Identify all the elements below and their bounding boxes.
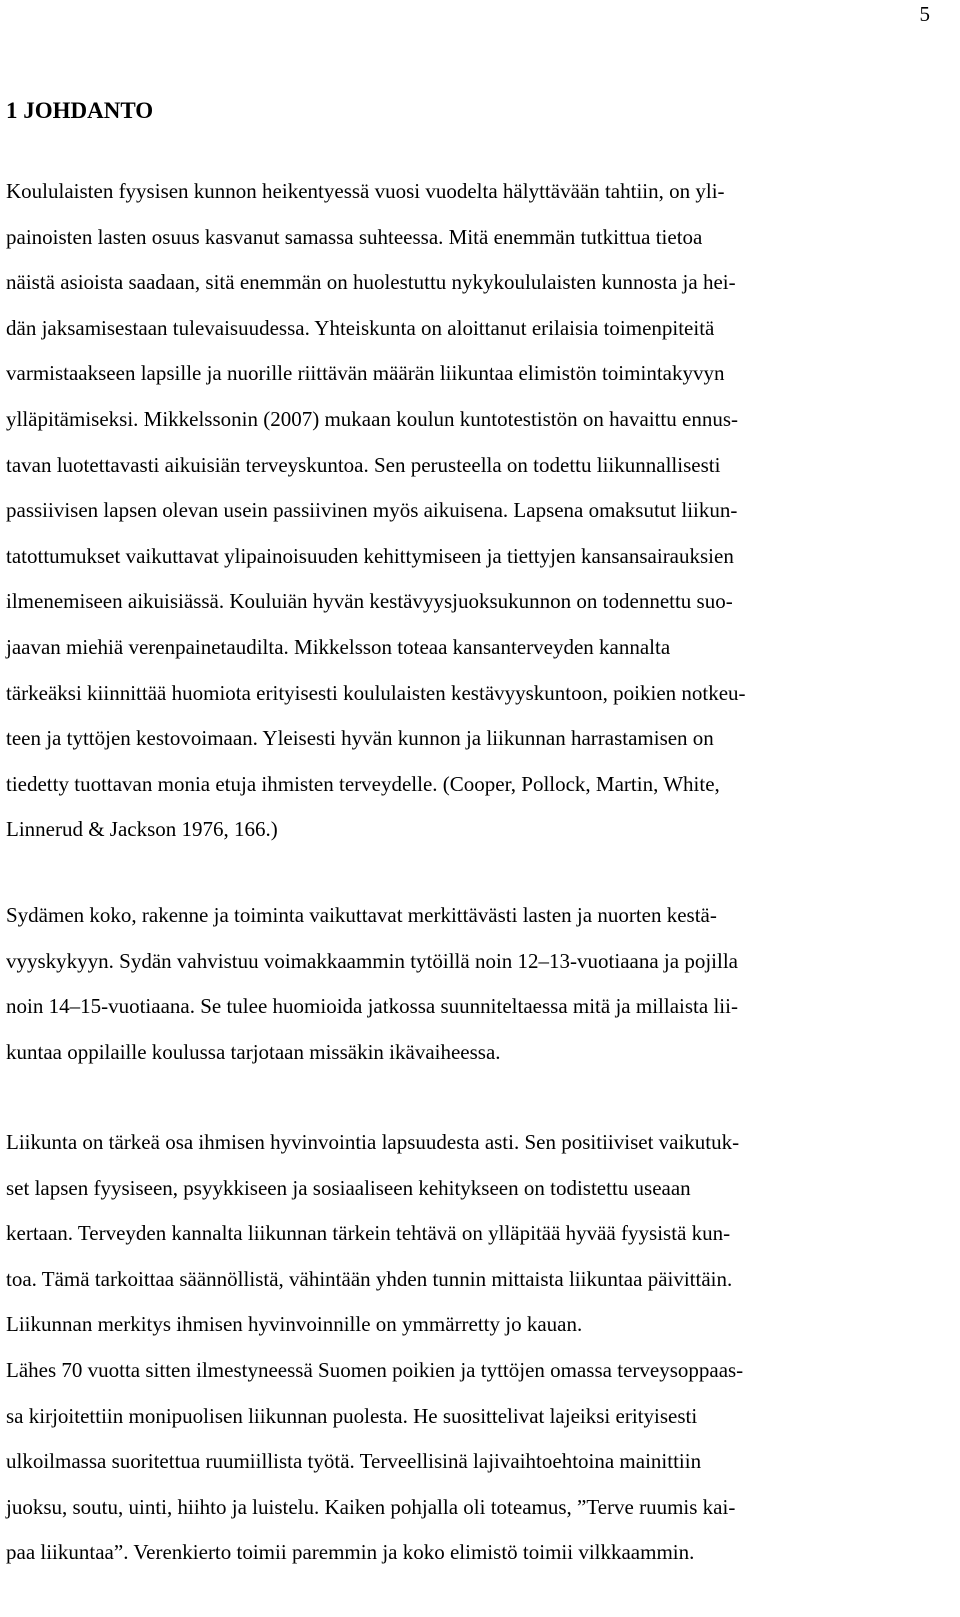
text-line: Liikunta on tärkeä osa ihmisen hyvinvointia lapsuudesta asti. Sen positiiviset vaikutuk- xyxy=(6,1130,740,1154)
text-line: varmistaakseen lapsille ja nuorille riittävän määrän liikuntaa elimistön toimintakyvyn xyxy=(6,361,725,386)
text-line: ylläpitämiseksi. Mikkelssonin (2007) mukaan koulun kuntotestistön on havaittu ennus- xyxy=(6,406,739,431)
text-line: noin 14–15-vuotiaana. Se tulee huomioida jatkossa suunniteltaessa mitä ja millaista lii- xyxy=(6,994,738,1019)
paragraph-2 xyxy=(6,893,738,1075)
text-line: ulkoilmassa suoritettua ruumiillista työtä. Terveellisinä lajivaihtoehtoina mainittiin xyxy=(6,1449,702,1474)
text-line: Koululaisten fyysisen kunnon heikentyessä vuosi vuodelta hälyttävään tahtiin, on yli- xyxy=(6,179,725,203)
text-line: passiivisen lapsen olevan usein passiivinen myös aikuisena. Lapsena omaksutut liikun- xyxy=(6,498,738,523)
text-line: tiedetty tuottavan monia etuja ihmisten terveydelle. (Cooper, Pollock, Martin, White, xyxy=(6,771,720,796)
text-line: ilmenemiseen aikuisiässä. Kouluiän hyvän kestävyysjuoksukunnon on todennettu suo- xyxy=(6,589,733,614)
text-line: kuntaa oppilaille koulussa tarjotaan missäkin ikävaiheessa. xyxy=(6,1039,501,1064)
section-heading: 1 JOHDANTO xyxy=(6,98,154,123)
page-number: 5 xyxy=(919,2,930,26)
text-line: Sydämen koko, rakenne ja toiminta vaikuttavat merkittävästi lasten ja nuorten kestä- xyxy=(6,903,717,927)
text-line: Linnerud & Jackson 1976, 166.) xyxy=(6,817,278,842)
text-line: toa. Tämä tarkoittaa säännöllistä, vähintään yhden tunnin mittaista liikuntaa päivittäin. xyxy=(6,1266,733,1291)
text-line: tavan luotettavasti aikuisiän terveyskuntoa. Sen perusteella on todettu liikunnallisesti xyxy=(6,452,721,477)
text-line: Liikunnan merkitys ihmisen hyvinvoinnille on ymmärretty jo kauan. xyxy=(6,1312,583,1337)
text-line: paa liikuntaa”. Verenkierto toimii paremmin ja koko elimistö toimii vilkkaammin. xyxy=(6,1540,695,1565)
text-line: näistä asioista saadaan, sitä enemmän on huolestuttu nykykoululaisten kunnosta ja hei- xyxy=(6,270,736,295)
text-line: vyyskykyyn. Sydän vahvistuu voimakkaammin tytöillä noin 12–13-vuotiaana ja pojilla xyxy=(6,948,738,973)
paragraph-3 xyxy=(6,1120,743,1576)
text-line: juoksu, soutu, uinti, hiihto ja luistelu. Kaiken pohjalla oli toteamus, ”Terve ruumis kai- xyxy=(6,1494,736,1519)
paragraph-1 xyxy=(6,169,746,853)
text-line: Lähes 70 vuotta sitten ilmestyneessä Suomen poikien ja tyttöjen omassa terveysoppaas- xyxy=(6,1357,744,1382)
text-line: sa kirjoitettiin monipuolisen liikunnan puolesta. He suosittelivat lajeiksi erityisesti xyxy=(6,1403,698,1428)
text-line: dän jaksamisestaan tulevaisuudessa. Yhteiskunta on aloittanut erilaisia toimenpiteitä xyxy=(6,315,715,340)
text-line: jaavan miehiä verenpainetaudilta. Mikkelsson toteaa kansanterveyden kannalta xyxy=(6,634,671,659)
text-line: set lapsen fyysiseen, psyykkiseen ja sosiaaliseen kehitykseen on todistettu useaan xyxy=(6,1175,691,1200)
text-line: tatottumukset vaikuttavat ylipainoisuuden kehittymiseen ja tiettyjen kansansairauksien xyxy=(6,543,734,568)
text-line: teen ja tyttöjen kestovoimaan. Yleisesti hyvän kunnon ja liikunnan harrastamisen on xyxy=(6,726,714,751)
text-line: painoisten lasten osuus kasvanut samassa suhteessa. Mitä enemmän tutkittua tietoa xyxy=(6,224,703,249)
text-line: kertaan. Terveyden kannalta liikunnan tärkein tehtävä on ylläpitää hyvää fyysistä kun- xyxy=(6,1221,731,1246)
text-line: tärkeäksi kiinnittää huomiota erityisesti koululaisten kestävyyskuntoon, poikien notkeu- xyxy=(6,680,746,705)
